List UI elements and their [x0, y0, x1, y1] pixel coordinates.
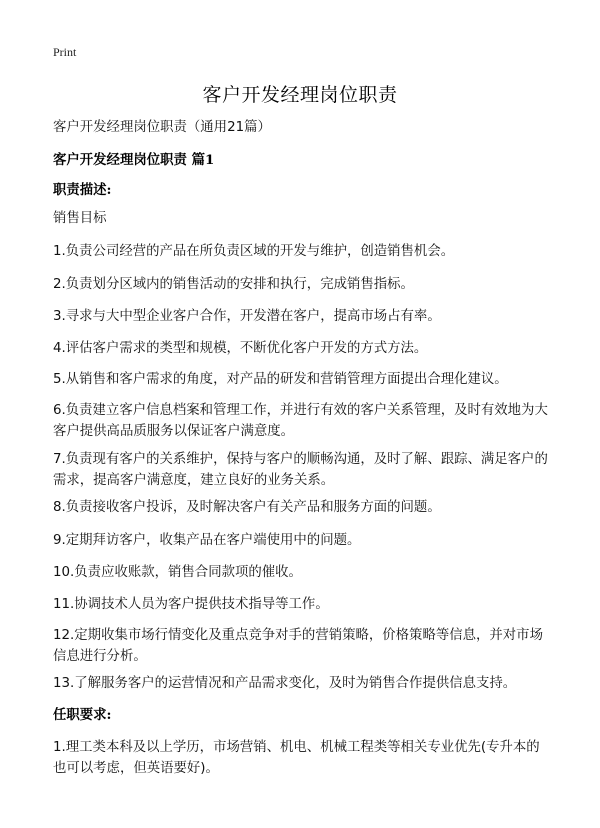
duty-item-13: 13.了解服务客户的运营情况和产品需求变化，及时为销售合作提供信息支持。	[53, 676, 517, 691]
duty-item-4: 4.评估客户需求的类型和规模，不断优化客户开发的方式方法。	[53, 341, 428, 356]
duty-item-9: 9.定期拜访客户，收集产品在客户端使用中的问题。	[53, 533, 361, 548]
requirement-item-1: 1.理工类本科及以上学历，市场营销、机电、机械工程类等相关专业优先(专升本的也可以考虑，但英语要好)。	[53, 740, 540, 776]
duty-item-12: 12.定期收集市场行情变化及重点竞争对手的营销策略，价格策略等信息，并对市场信息进行分析。	[53, 628, 543, 664]
duty-heading: 职责描述:	[53, 182, 112, 198]
duty-item-2: 2.负责划分区域内的销售活动的安排和执行，完成销售指标。	[53, 277, 414, 292]
duty-item-5: 5.从销售和客户需求的角度，对产品的研发和营销管理方面提出合理化建议。	[53, 372, 508, 387]
duty-item-7: 7.负责现有客户的关系维护，保持与客户的顺畅沟通，及时了解、跟踪、满足客户的需求，提高客户满意度，建立良好的业务关系。	[53, 452, 548, 488]
duty-item-10: 10.负责应收账款，销售合同款项的催收。	[53, 565, 302, 580]
page-title: 客户开发经理岗位职责	[202, 84, 398, 106]
requirements-heading: 任职要求:	[53, 707, 112, 723]
duty-item-6: 6.负责建立客户信息档案和管理工作，并进行有效的客户关系管理，及时有效地为大客户提供高品质服务以保证客户满意度。	[53, 403, 548, 439]
doc-subtitle: 客户开发经理岗位职责（通用21篇）	[53, 120, 271, 135]
duty-item-8: 8.负责接收客户投诉，及时解决客户有关产品和服务方面的问题。	[53, 500, 441, 515]
print-link[interactable]: Print	[53, 45, 77, 59]
duty-item-3: 3.寻求与大中型企业客户合作，开发潜在客户，提高市场占有率。	[53, 309, 441, 324]
duty-item-1: 1.负责公司经营的产品在所负责区域的开发与维护，创造销售机会。	[53, 244, 455, 259]
duty-item-11: 11.协调技术人员为客户提供技术指导等工作。	[53, 597, 329, 612]
section-heading: 客户开发经理岗位职责 篇1	[53, 152, 215, 168]
sales-target-label: 销售目标	[53, 211, 107, 226]
